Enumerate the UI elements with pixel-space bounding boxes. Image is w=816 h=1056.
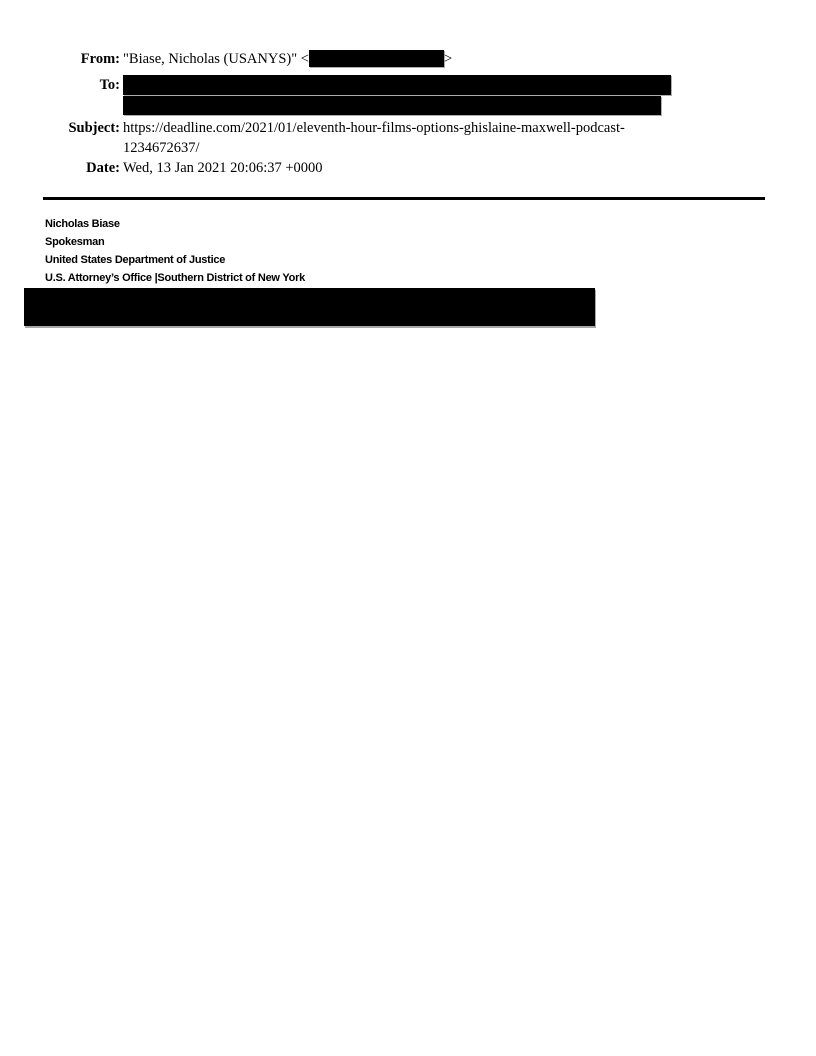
to-redaction-bar-2 <box>123 96 661 115</box>
signature-department: United States Department of Justice <box>45 254 226 266</box>
from-bracket-suffix: > <box>443 51 453 67</box>
subject-url-text: https://deadline.com/2021/01/eleventh-hour-films-options-ghislaine-maxwell-podcast-1234672637/ <box>123 120 625 156</box>
field-row-to <box>0 75 816 115</box>
field-row-subject <box>0 118 816 158</box>
from-label: From: <box>80 51 120 67</box>
from-value <box>120 49 452 69</box>
to-label: To: <box>99 77 120 93</box>
field-row-from <box>0 49 816 69</box>
date-label: Date: <box>86 160 120 176</box>
from-email-redaction-bar <box>309 50 444 67</box>
signature-name: Nicholas Biase <box>45 218 120 230</box>
field-row-date <box>0 158 816 178</box>
from-display-name: "Biase, Nicholas (USANYS)" < <box>123 51 309 67</box>
date-value: Wed, 13 Jan 2021 20:06:37 +0000 <box>123 160 323 176</box>
subject-label: Subject: <box>68 120 120 136</box>
signature-block <box>45 215 816 287</box>
to-redaction-bar-1 <box>123 75 671 95</box>
email-header <box>0 0 816 178</box>
signature-office: U.S. Attorney’s Office |Southern District of New York <box>45 272 305 284</box>
signature-title: Spokesman <box>45 236 105 248</box>
header-divider-rule <box>43 197 765 200</box>
body-redaction-block <box>24 288 595 326</box>
to-value <box>120 75 671 115</box>
